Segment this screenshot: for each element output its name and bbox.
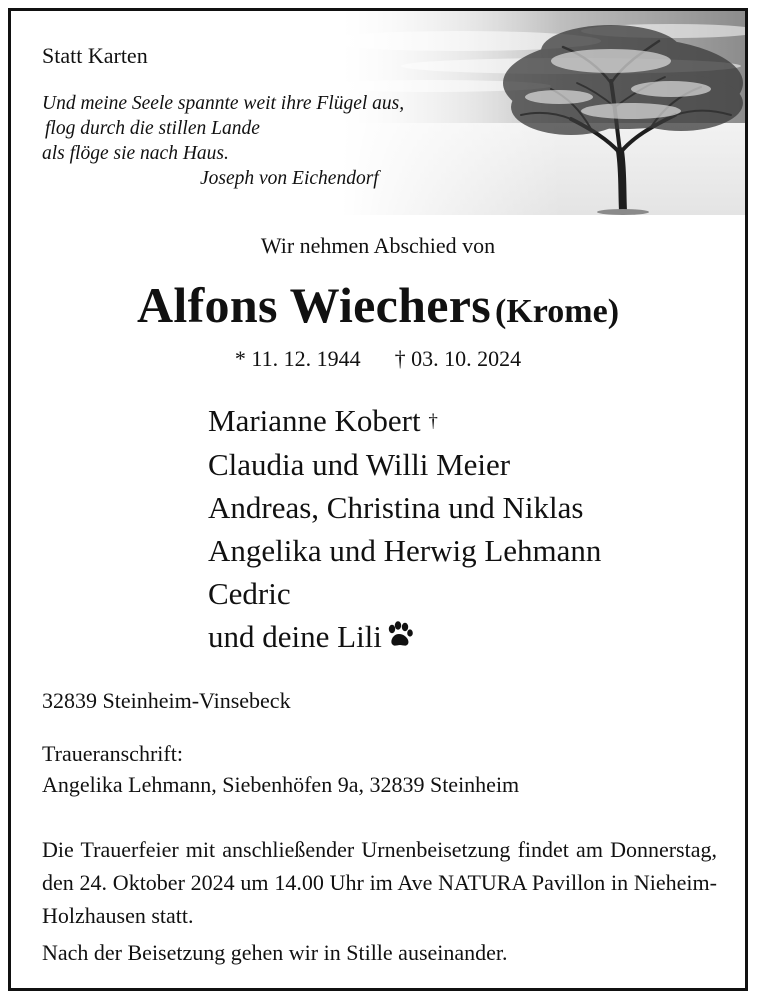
life-dates: [11, 346, 745, 372]
poem-author: Joseph von Eichendorf: [200, 168, 379, 189]
mourner-line: Cedric: [208, 576, 291, 611]
mourner-line: Angelika und Herwig Lehmann: [208, 533, 602, 568]
mourners-list: [208, 399, 601, 658]
mourner-line: Andreas, Christina und Niklas: [208, 490, 584, 525]
poem-line: als flöge sie nach Haus.: [42, 143, 229, 164]
mourner-line: [208, 399, 601, 443]
intro-text: Wir nehmen Abschied von: [260, 233, 496, 258]
residence: 32839 Steinheim-Vinsebeck: [42, 688, 291, 713]
poem: [42, 91, 404, 191]
deceased-name: [11, 276, 745, 334]
birth-date: * 11. 12. 1944: [234, 346, 361, 371]
address-line: Angelika Lehmann, Siebenhöfen 9a, 32839 Steinheim: [42, 772, 520, 797]
mourner-name: und deine Lili: [208, 619, 382, 654]
poem-line: Und meine Seele spannte weit ihre Flügel aus,: [42, 93, 405, 114]
address-label: Traueranschrift:: [42, 741, 183, 766]
cross-icon: †: [428, 411, 438, 432]
deceased-full-name: Alfons Wiechers: [136, 277, 492, 333]
mourner-line: Claudia und Willi Meier: [208, 447, 511, 482]
statt-karten-label: Statt Karten: [42, 43, 148, 68]
obituary-notice: [8, 8, 748, 991]
mourner-name: Marianne Kobert: [208, 403, 421, 438]
paw-icon: [384, 620, 414, 650]
mourning-address: [42, 738, 519, 800]
service-details: Die Trauerfeier mit anschließender Urnenbeisetzung findet am Donnerstag, den 24. Oktober 2024 um 14.00 Uhr im Ave NATURA Pavillon in Nieheim-Holzhausen statt.: [42, 837, 717, 928]
poem-line: flog durch die stillen Lande: [45, 118, 260, 139]
death-date: † 03. 10. 2024: [394, 346, 522, 371]
mourner-line: [208, 615, 601, 658]
closing-text: Nach der Beisetzung gehen wir in Stille auseinander.: [42, 940, 508, 965]
deceased-birth-name: (Krome): [495, 293, 620, 330]
header-section: [11, 11, 745, 215]
